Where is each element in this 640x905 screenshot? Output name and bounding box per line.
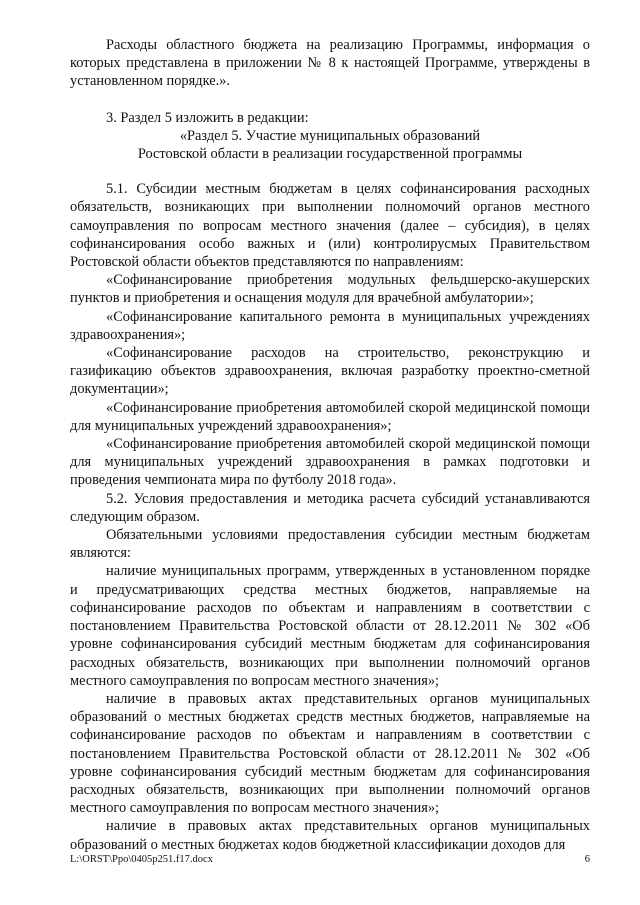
paragraph-program-expenses: Расходы областного бюджета на реализацию Программы, информация о которых представлена в приложении № 8 к настоящей Программе, утверждены в установленном порядке.».: [70, 37, 590, 90]
document-page: [70, 36, 590, 854]
paragraph-5-2-conditions: 5.2. Условия предоставления и методика расчета субсидий устанавливаются следующим образом.: [70, 490, 590, 525]
paragraph-section-amendment: 3. Раздел 5 изложить в редакции:: [106, 109, 309, 126]
list-item-modular-fap: «Софинансирование приобретения модульных фельдшерско-акушерских пунктов и приобретения и оснащения модуля для врачебной амбулатории»;: [70, 272, 590, 307]
condition-municipal-programs: наличие муниципальных программ, утвержденных в установленном порядке и предусматривающих средства местных бюджетов, направляемые на софинансирование расходов по объектам и направлениям в соответствии с постановлением Правительства Ростовской области от 28.12.2011 № 302 «Об уровне софинансирования субсидий местным бюджетам для софинансирования расходных обязательств, возникающих при выполнении полномочий органов местного самоуправления по вопросам местного значения»;: [70, 563, 590, 689]
paragraph-5-1-subsidies: 5.1. Субсидии местным бюджетам в целях софинансирования расходных обязательств, возникающих при выполнении полномочий органов местного самоуправления по вопросам местного значения (далее – субсидия), в целях софинансирования особо важных и (или) контролирусмых Правительством Ростовской области объектов представляются по направлениям:: [70, 181, 590, 271]
list-item-construction: «Софинансирование расходов на строительство, реконструкцию и газификацию объектов здравоохранения, включая разработку проектно-сметной документации»;: [70, 345, 590, 398]
section-heading-line-2: Ростовской области в реализации государственной программы: [137, 146, 523, 163]
section-heading-line-1: «Раздел 5. Участие муниципальных образований: [179, 127, 481, 144]
list-item-ambulance-worldcup: «Софинансирование приобретения автомобилей скорой медицинской помощи для муниципальных учреждений здравоохранения в рамках подготовки и проведения чемпионата мира по футболу 2018 года».: [70, 436, 590, 489]
footer-file-path: L:\ORST\Ppo\0405p251.f17.docx: [70, 854, 213, 865]
list-item-capital-repair: «Софинансирование капитального ремонта в муниципальных учреждениях здравоохранения»;: [70, 308, 590, 343]
condition-legal-acts-funds: наличие в правовых актах представительных органов муниципальных образований о местных бюджетах средств местных бюджетов, направляемые на софинансирование расходов по объектам и направлениям в соответствии с постановлением Правительства Ростовской области от 28.12.2011 № 302 «Об уровне софинансирования субсидий местным бюджетам для софинансирования расходных обязательств, возникающих при выполнении полномочий органов местного самоуправления по вопросам местного значения»;: [70, 690, 590, 817]
page-number: 6: [584, 854, 590, 865]
condition-legal-acts-codes: наличие в правовых актах представительных органов муниципальных образований о местных бюджетах кодов бюджетной классификации доходов для: [70, 818, 590, 853]
paragraph-mandatory-conditions: Обязательными условиями предоставления субсидии местным бюджетам являются:: [70, 527, 590, 562]
list-item-ambulance-vehicles: «Софинансирование приобретения автомобилей скорой медицинской помощи для муниципальных учреждений здравоохранения»;: [70, 399, 590, 434]
